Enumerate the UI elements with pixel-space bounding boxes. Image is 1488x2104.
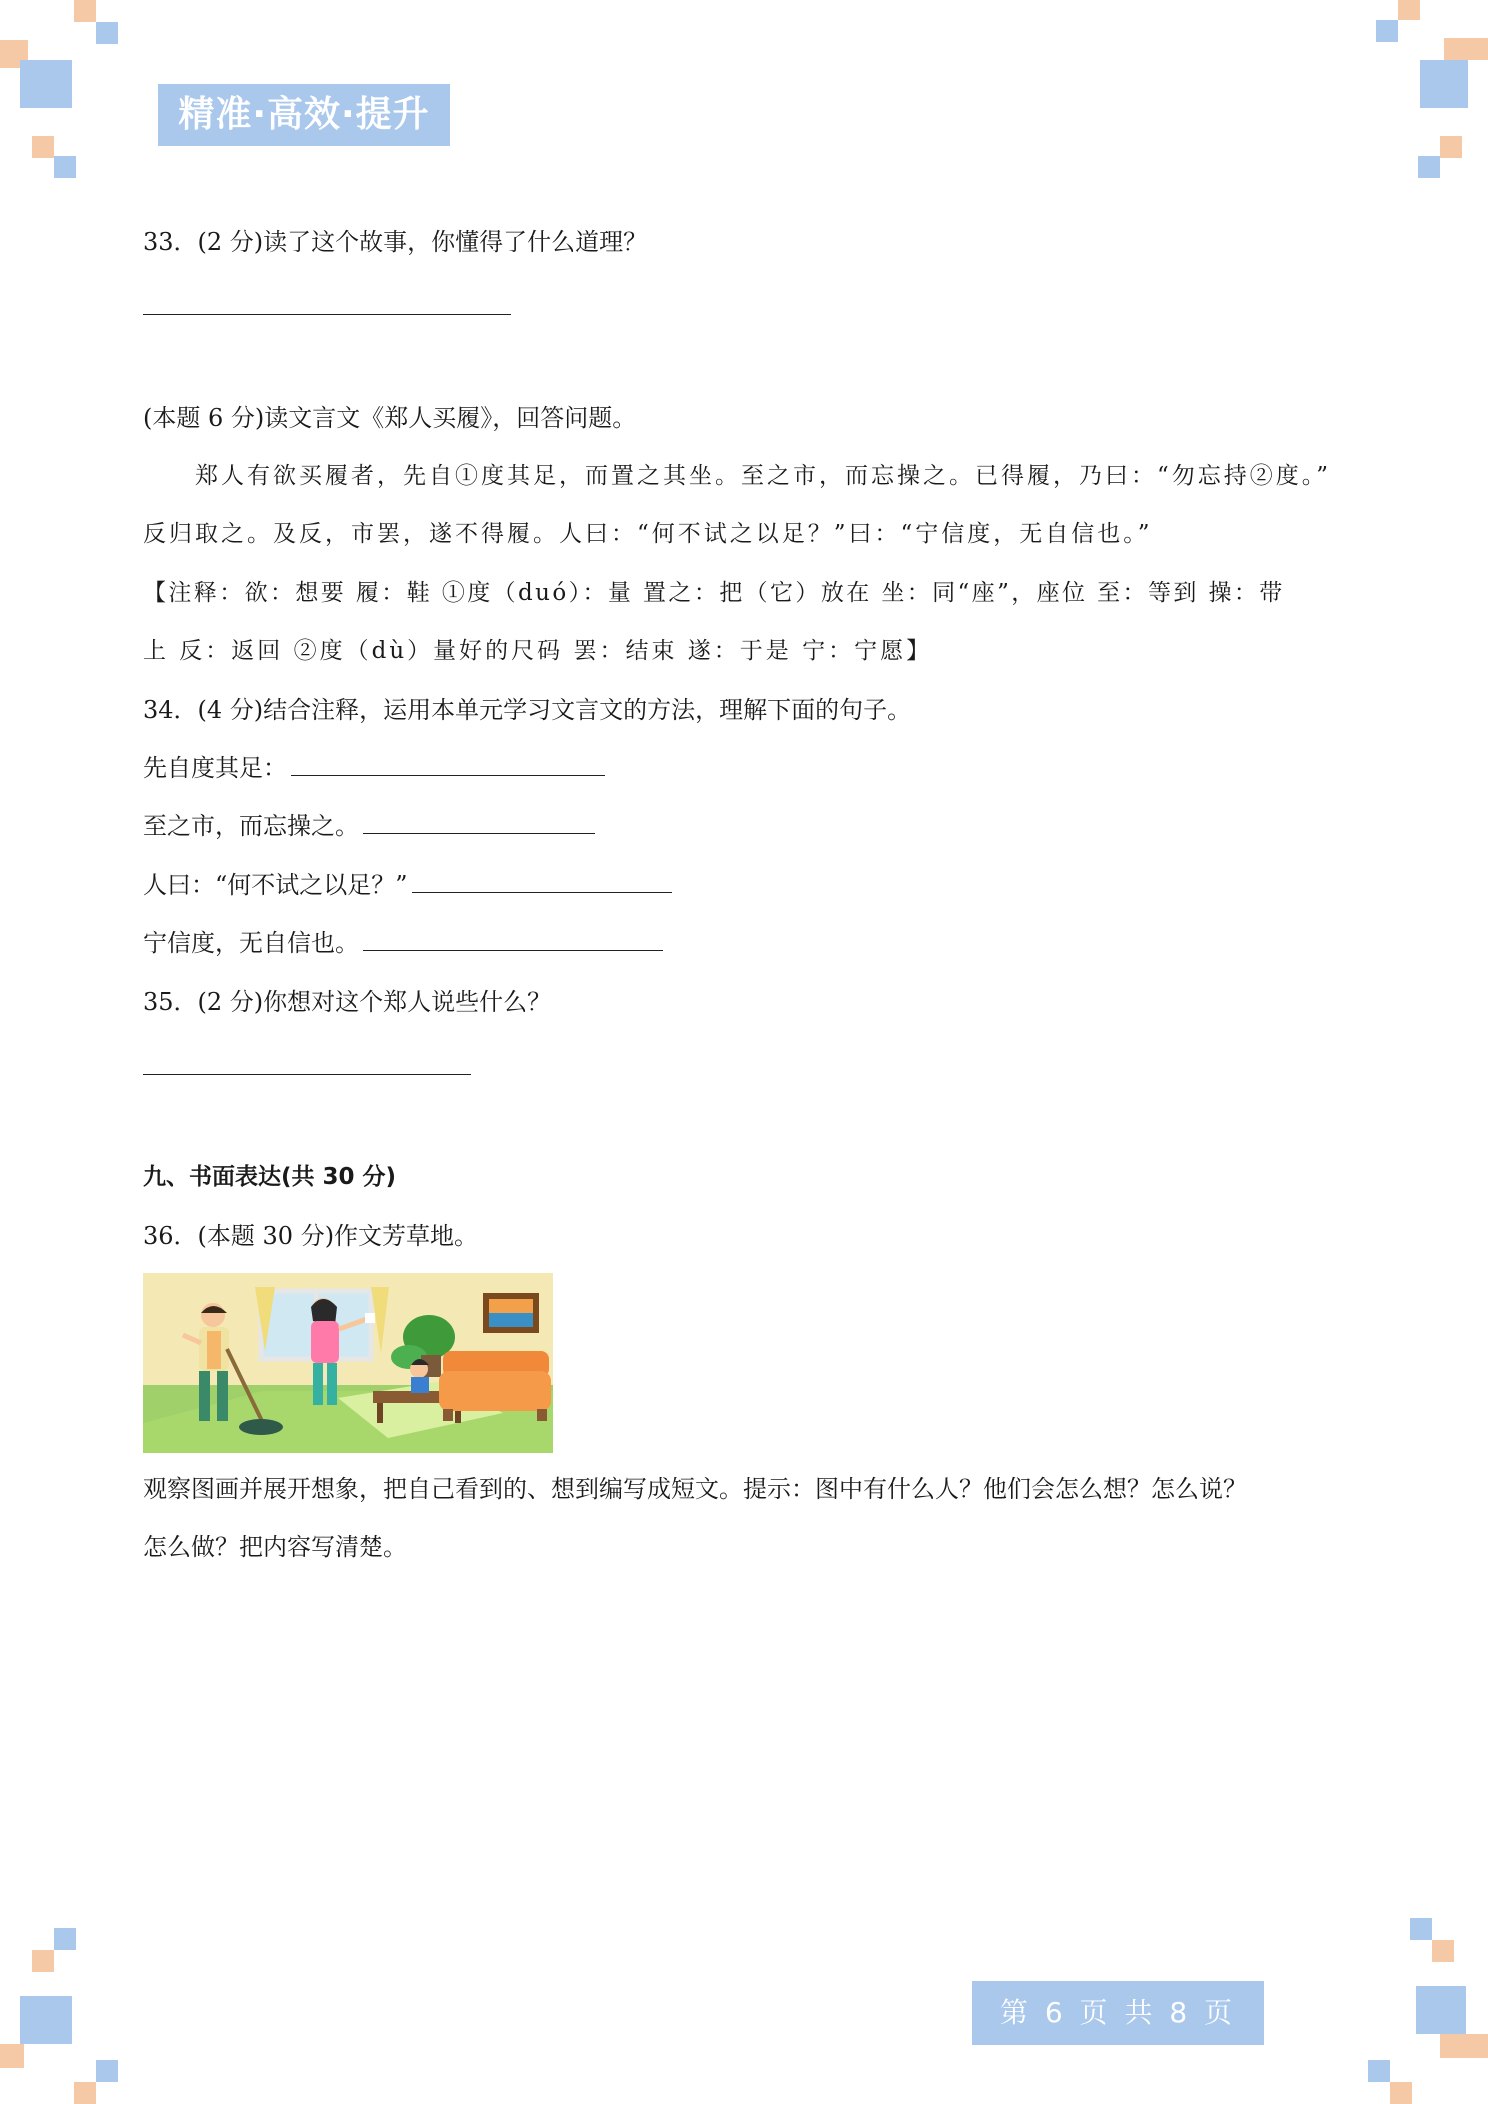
- section-title: 九、书面表达(共 30 分): [143, 1164, 397, 1190]
- corner-decoration: [1398, 0, 1420, 20]
- corner-decoration: [54, 156, 76, 178]
- corner-decoration: [54, 1928, 76, 1950]
- question-36: 36．(本题 30 分)作文芳草地。: [143, 1222, 479, 1250]
- sentence-item: [143, 753, 605, 783]
- corner-decoration: [20, 1996, 72, 2044]
- corner-decoration: [1416, 1986, 1466, 2034]
- passage-line: 反归取之。及反，市罢，遂不得履。人曰：“何不试之以足？”曰：“宁信度，无自信也。”: [143, 521, 1153, 547]
- corner-decoration: [32, 1950, 54, 1972]
- corner-decoration: [1390, 2082, 1412, 2104]
- corner-decoration: [1376, 20, 1398, 42]
- corner-decoration: [0, 2044, 24, 2068]
- corner-decoration: [1432, 1940, 1454, 1962]
- annotation-line: 上 反：返回 ②度（dù）量好的尺码 罢：结束 遂：于是 宁：宁愿】: [143, 638, 933, 664]
- corner-decoration: [20, 60, 72, 108]
- corner-decoration: [1420, 60, 1468, 108]
- answer-line[interactable]: [363, 815, 595, 834]
- writing-instruction: 观察图画并展开想象，把自己看到的、想到编写成短文。提示：图中有什么人？他们会怎么想？怎么说？: [143, 1475, 1247, 1503]
- corner-decoration: [1440, 136, 1462, 158]
- brand-banner: 精准·高效·提升: [158, 84, 450, 146]
- corner-decoration: [96, 2060, 118, 2082]
- answer-line[interactable]: [412, 874, 672, 893]
- question-33: 33．(2 分)读了这个故事，你懂得了什么道理？: [143, 228, 648, 256]
- answer-line[interactable]: [291, 757, 605, 776]
- reading-intro: (本题 6 分)读文言文《郑人买履》，回答问题。: [143, 404, 637, 432]
- passage-line: 郑人有欲买履者，先自①度其足，而置之其坐。至之市，而忘操之。已得履，乃曰：“勿忘持②度。”: [195, 463, 1332, 489]
- answer-line[interactable]: [363, 932, 663, 951]
- corner-decoration: [1368, 2060, 1390, 2082]
- corner-decoration: [1440, 2034, 1488, 2058]
- corner-decoration: [74, 0, 96, 22]
- corner-decoration: [96, 22, 118, 44]
- corner-decoration: [1444, 38, 1488, 60]
- answer-line[interactable]: [143, 1074, 471, 1075]
- illustration-family-cleaning: [143, 1273, 553, 1453]
- corner-decoration: [1418, 156, 1440, 178]
- answer-line[interactable]: [143, 314, 511, 315]
- corner-decoration: [74, 2082, 96, 2104]
- sentence-text: 人曰：“何不试之以足？”: [143, 871, 408, 899]
- sentence-item: [143, 870, 672, 900]
- question-34: 34．(4 分)结合注释，运用本单元学习文言文的方法，理解下面的句子。: [143, 696, 912, 724]
- corner-decoration: [32, 136, 54, 158]
- sentence-text: 至之市，而忘操之。: [143, 812, 359, 840]
- sentence-item: [143, 928, 663, 958]
- sentence-text: 宁信度，无自信也。: [143, 929, 359, 957]
- corner-decoration: [1410, 1918, 1432, 1940]
- writing-instruction: 怎么做？把内容写清楚。: [143, 1533, 407, 1561]
- page-indicator: 第 6 页 共 8 页: [972, 1981, 1264, 2045]
- annotation-line: 【注释：欲：想要 履：鞋 ①度（duó）：量 置之：把（它）放在 坐：同“座”，座位 至：等到 操：带: [143, 580, 1285, 606]
- sentence-text: 先自度其足：: [143, 754, 287, 782]
- sentence-item: [143, 811, 595, 841]
- question-35: 35．(2 分)你想对这个郑人说些什么？: [143, 988, 552, 1016]
